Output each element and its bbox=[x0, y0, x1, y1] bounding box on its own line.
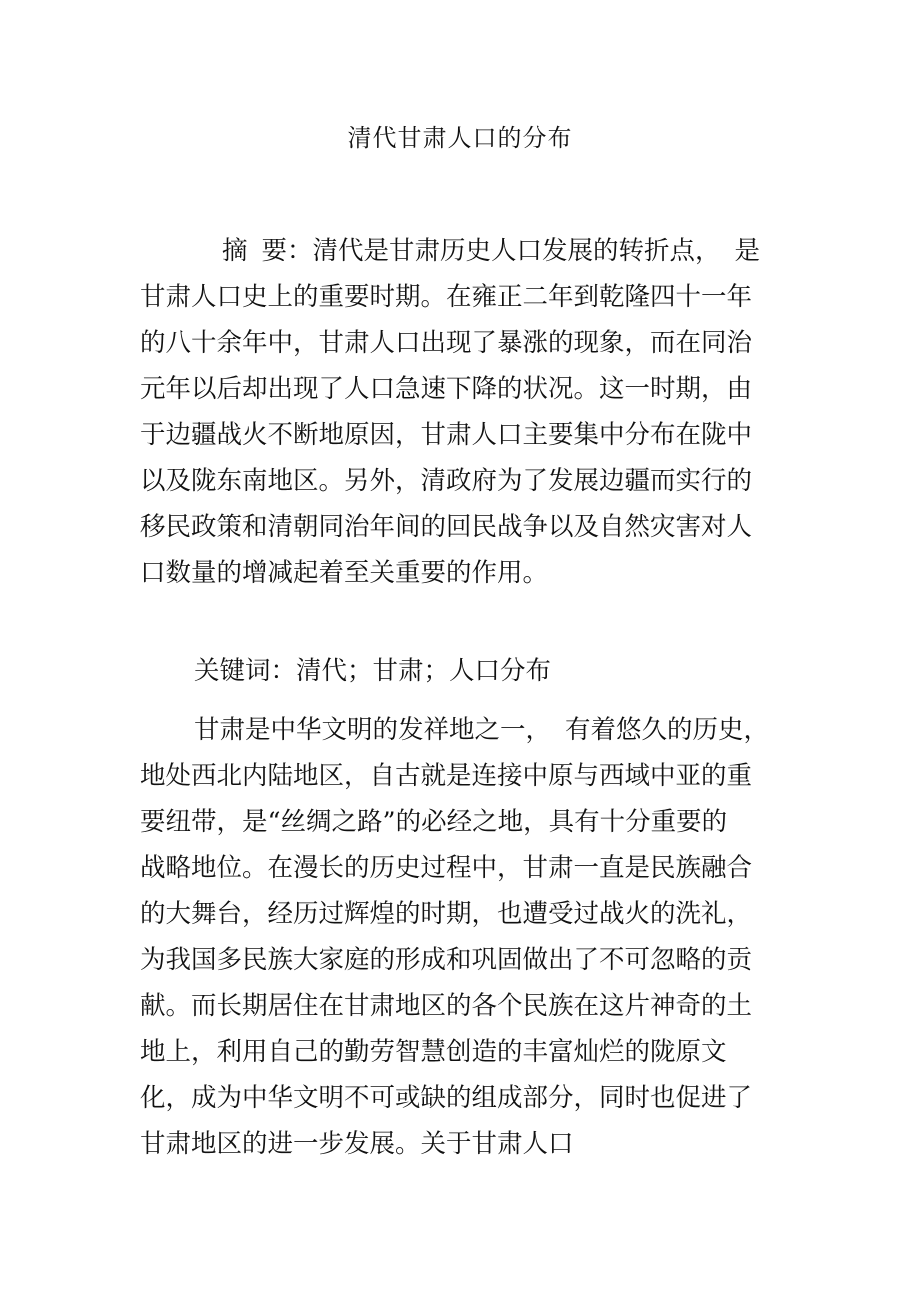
body-text: 为我国多民族大家庭的形成和巩固做出了不可忽略的贡 bbox=[140, 945, 753, 975]
abstract-label-char1: 摘 bbox=[222, 236, 248, 266]
abstract-label-char2: 要： bbox=[261, 236, 313, 266]
abstract-section bbox=[140, 228, 762, 596]
abstract-text: 移民政策和清朝同治年间的回民战争以及自然灾害对人 bbox=[140, 512, 753, 542]
abstract-text: 清代是甘肃历史人口发展的转折点， bbox=[312, 236, 721, 266]
body-text: 要纽带，是“丝绸之路”的必经之地，具有十分重要的 bbox=[140, 807, 728, 837]
body-text: 的大舞台，经历过辉煌的时期，也遭受过战火的洗礼， bbox=[140, 899, 753, 929]
document-title: 清代甘肃人口的分布 bbox=[347, 124, 573, 152]
body-text: 甘肃地区的进一步发展。关于甘肃人口 bbox=[140, 1129, 574, 1159]
keywords-line: 关键词：清代；甘肃；人口分布 bbox=[194, 656, 552, 686]
abstract-text: 于边疆战火不断地原因，甘肃人口主要集中分布在陇中 bbox=[140, 420, 753, 450]
body-paragraph bbox=[140, 707, 770, 1167]
abstract-text: 甘肃人口史上的重要时期。在雍正二年到乾隆四十一年 bbox=[140, 282, 753, 312]
abstract-text: 以及陇东南地区。另外，清政府为了发展边疆而实行的 bbox=[140, 466, 753, 496]
abstract-text: 的八十余年中，甘肃人口出现了暴涨的现象，而在同治 bbox=[140, 328, 753, 358]
body-text: 献。而长期居住在甘肃地区的各个民族在这片神奇的土 bbox=[140, 991, 753, 1021]
body-text: 有着悠久的历史， bbox=[565, 715, 770, 745]
abstract-text: 是 bbox=[734, 236, 761, 266]
body-line-1 bbox=[140, 707, 770, 753]
abstract-text: 口数量的增减起着至关重要的作用。 bbox=[140, 558, 549, 588]
keywords-section bbox=[140, 648, 762, 694]
body-text: 甘肃是中华文明的发祥地之一， bbox=[194, 715, 552, 745]
body-text: 战略地位。在漫长的历史过程中，甘肃一直是民族融合 bbox=[140, 853, 753, 883]
abstract-text: 元年以后却出现了人口急速下降的状况。这一时期，由 bbox=[140, 374, 753, 404]
body-text: 化，成为中华文明不可或缺的组成部分，同时也促进了 bbox=[140, 1083, 753, 1113]
body-text: 地上，利用自己的勤劳智慧创造的丰富灿烂的陇原文 bbox=[140, 1037, 727, 1067]
abstract-line-1 bbox=[140, 228, 762, 274]
body-text: 地处西北内陆地区，自古就是连接中原与西域中亚的重 bbox=[140, 761, 753, 791]
